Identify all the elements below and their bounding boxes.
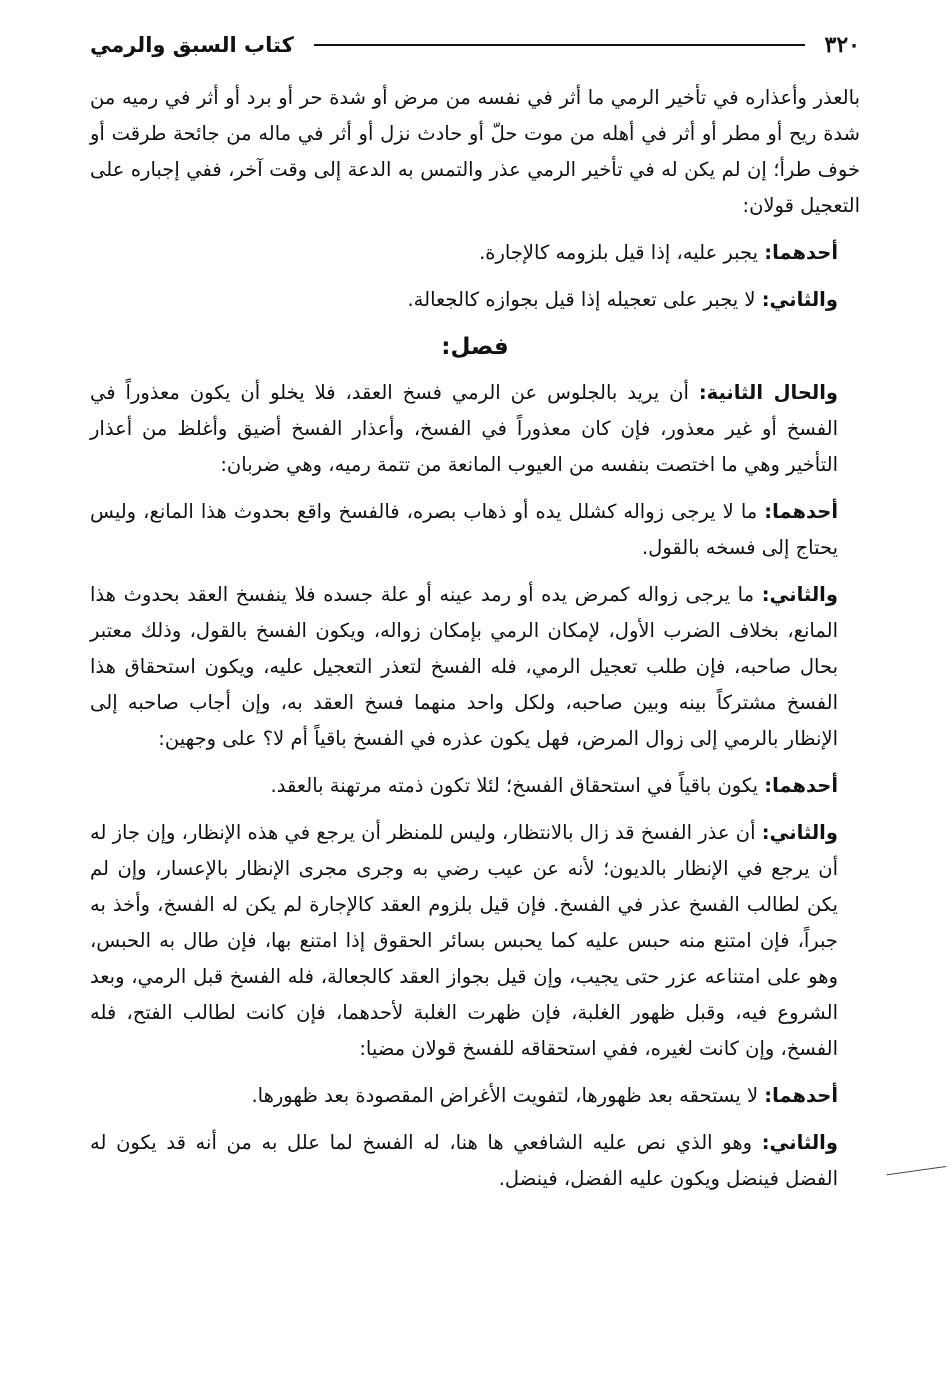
body-text: [90, 80, 860, 1197]
paragraph-lead: أحدهما:: [764, 241, 838, 264]
paragraph-lead: والثاني:: [761, 821, 838, 844]
paragraph: [90, 282, 860, 318]
paragraph-text: أن يريد بالجلوس عن الرمي فسخ العقد، فلا يخلو أن يكون معذوراً في الفسخ أو غير معذور، فإن كان معذوراً في الفسخ، وأعذار الفسخ أضيق وأغلظ من أعذار التأخير وهي ما اختصت بنفسه من العيوب المانعة من تتمة رميه، وهي ضربان:: [90, 381, 838, 476]
paragraph-text: يكون باقياً في استحقاق الفسخ؛ لئلا تكون ذمته مرتهنة بالعقد.: [270, 774, 765, 797]
paragraph-lead: أحدهما:: [764, 500, 838, 523]
paragraph-lead: والحال الثانية:: [698, 381, 838, 404]
paragraph-text: أن عذر الفسخ قد زال بالانتظار، وليس للمنظر أن يرجع في هذه الإنظار، وإن جاز له أن يرجع في الإنظار بالديون؛ لأنه عن عيب رضي به وجرى مجرى الإنظار بالإعسار، وإن لم يكن لطالب الفسخ عذر في الفسخ. فإن قيل بلزوم العقد كالإجارة لم يكن له الفسخ، وأخذ به جبراً، فإن امتنع منه حبس عليه كما يحبس بسائر الحقوق إذا امتنع بها، فإن طال به الحبس، وهو على امتناعه عزر حتى يجيب، وإن قيل بجواز العقد كالجعالة، فله الفسخ قبل الرمي، وبعد الشروع فيه، وقبل ظهور الغلبة، فإن ظهرت الغلبة لأحدهما، فإن كانت لطالب الفتح، فله الفسخ، وإن كانت لغيره، ففي استحقاقه للفسخ قولان مضيا:: [90, 821, 838, 1060]
paragraph: بالعذر وأعذاره في تأخير الرمي ما أثر في نفسه من مرض أو شدة حر أو برد أو أثر في رميه من شدة ريح أو مطر أو أثر في أهله من موت حلّ أو حادث نزل أو أثر في ماله من جائحة طرقت أو خوف طرأ؛ إن لم يكن له في تأخير الرمي عذر والتمس به الدعة إلى وقت آخر، ففي إجباره على التعجيل قولان:: [90, 86, 860, 217]
paragraph-lead: أحدهما:: [764, 774, 838, 797]
document-page: [90, 28, 860, 1208]
section-heading: فصل:: [441, 334, 509, 360]
paragraph: [90, 235, 860, 271]
paragraph: [90, 375, 860, 483]
paragraph: [90, 1078, 860, 1114]
paragraph: [90, 1125, 860, 1197]
page-header: [90, 28, 860, 62]
paragraph: [90, 577, 860, 757]
paragraph-lead: أحدهما:: [764, 1084, 838, 1107]
paragraph-text: وهو الذي نص عليه الشافعي ها هنا، له الفسخ لما علل به من أنه قد يكون له الفضل فينضل ويكون عليه الفضل، فينضل.: [90, 1131, 838, 1190]
running-title: كتاب السبق والرمي: [90, 33, 294, 57]
paragraph-text: لا يجبر على تعجيله إذا قيل بجوازه كالجعالة.: [407, 288, 762, 311]
paragraph-text: ما لا يرجى زواله كشلل يده أو ذهاب بصره، فالفسخ واقع بحدوث هذا المانع، وليس يحتاج إلى فسخه بالقول.: [90, 500, 838, 559]
paragraph: [90, 494, 860, 566]
paragraph: [90, 815, 860, 1067]
paragraph-lead: والثاني:: [761, 583, 838, 606]
margin-pen-mark: [886, 1166, 946, 1176]
paragraph-lead: والثاني:: [761, 288, 838, 311]
paragraph-text: يجبر عليه، إذا قيل بلزومه كالإجارة.: [479, 241, 765, 264]
paragraph: [90, 768, 860, 804]
paragraph-lead: والثاني:: [761, 1131, 838, 1154]
paragraph-text: ما يرجى زواله كمرض يده أو رمد عينه أو علة جسده فلا ينفسخ العقد بحدوث هذا المانع، بخلاف الضرب الأول، لإمكان الرمي بإمكان زواله، ويكون الفسخ بالقول، وذلك معتبر بحال صاحبه، فإن طلب تعجيل الرمي، فله الفسخ لتعذر التعجيل عليه، ويكون استحقاق هذا الفسخ مشتركاً بينه وبين صاحبه، ولكل واحد منهما فسخ العقد به، وإن أجاب صاحبه إلى الإنظار بالرمي إلى زوال المرض، فهل يكون عذره في الفسخ باقياً أم لا؟ على وجهين:: [90, 583, 838, 750]
header-rule: [314, 44, 805, 46]
paragraph-text: لا يستحقه بعد ظهورها، لتفويت الأغراض المقصودة بعد ظهورها.: [251, 1084, 765, 1107]
page-number: ٣٢٠: [824, 32, 860, 58]
